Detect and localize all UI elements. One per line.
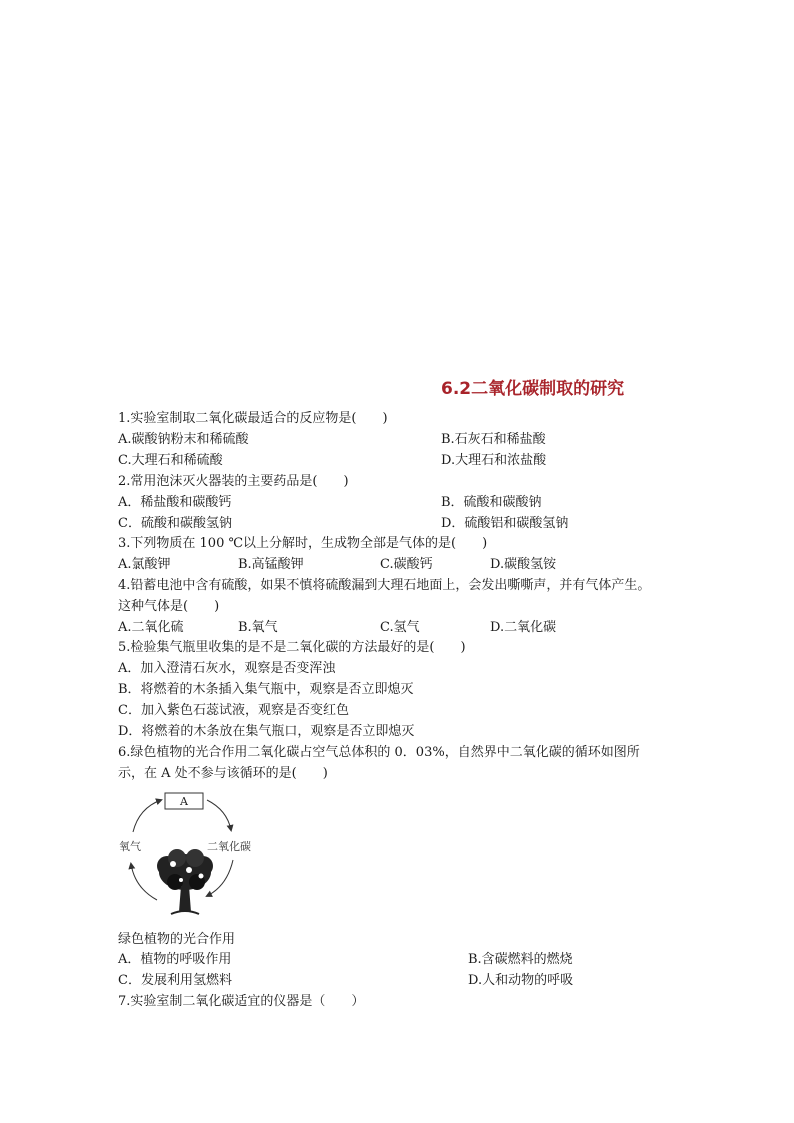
q1-option-d: D.大理石和浓盐酸 [441,453,547,468]
q6-caption: 绿色植物的光合作用 [118,932,236,947]
q1-option-b: B.石灰石和稀盐酸 [441,432,546,447]
tree-icon [157,849,213,914]
q5-option-a: A．加入澄清石灰水，观察是否变浑浊 [118,661,336,676]
q4-stem-cont: 这种气体是( ) [118,599,220,614]
q6-option-a: A．植物的呼吸作用 [118,952,232,967]
q6-stem: 6.绿色植物的光合作用二氧化碳占空气总体积的 0．03%，自然界中二氧化碳的循环如图所 [118,745,640,760]
q3-option-b: B.高锰酸钾 [238,557,304,572]
q2-stem: 2.常用泡沫灭火器装的主要药品是( ) [118,474,349,489]
q4-option-b: B.氧气 [238,620,278,635]
page-title: 6.2二氧化碳制取的研究 [441,379,625,399]
carbon-cycle-diagram [115,788,265,923]
cycle-box-label: A [180,795,188,808]
label-oxygen: 氧气 [119,840,141,853]
q6-stem-cont: 示，在 A 处不参与该循环的是( ) [118,766,328,781]
arrow-a-to-co2 [207,800,231,830]
arrow-o2-to-a [133,800,161,832]
q6-option-c: C．发展利用氢燃料 [118,973,232,988]
q7-stem: 7.实验室制二氧化碳适宜的仪器是（ ） [118,994,365,1009]
q5-option-c: C．加入紫色石蕊试液，观察是否变红色 [118,703,349,718]
q2-option-b: B．硫酸和碳酸钠 [441,495,542,510]
q3-stem: 3.下列物质在 100 ℃以上分解时，生成物全部是气体的是( ) [118,536,488,551]
q1-option-a: A.碳酸钠粉末和稀硫酸 [118,432,249,447]
q6-option-b: B.含碳燃料的燃烧 [468,952,573,967]
q3-option-d: D.碳酸氢铵 [490,557,557,572]
q4-option-c: C.氢气 [380,620,420,635]
q3-option-c: C.碳酸钙 [380,557,433,572]
label-carbon-dioxide: 二氧化碳 [207,840,251,853]
q1-stem: 1.实验室制取二氧化碳最适合的反应物是( ) [118,411,388,426]
q2-option-a: A．稀盐酸和碳酸钙 [118,495,232,510]
arrow-plant-to-o2 [131,864,157,900]
q6-option-d: D.人和动物的呼吸 [468,973,574,988]
q5-stem: 5.检验集气瓶里收集的是不是二氧化碳的方法最好的是( ) [118,640,466,655]
q4-stem: 4.铅蓄电池中含有硫酸，如果不慎将硫酸漏到大理石地面上，会发出嘶嘶声，并有气体产生。 [118,578,651,593]
q2-option-d: D．硫酸铝和碳酸氢钠 [441,516,569,531]
q1-option-c: C.大理石和稀硫酸 [118,453,223,468]
q2-option-c: C．硫酸和碳酸氢钠 [118,516,232,531]
q4-option-d: D.二氧化碳 [490,620,557,635]
q5-option-b: B．将燃着的木条插入集气瓶中，观察是否立即熄灭 [118,682,414,697]
q4-option-a: A.二氧化硫 [118,620,184,635]
q5-option-d: D．将燃着的木条放在集气瓶口，观察是否立即熄灭 [118,724,415,739]
q3-option-a: A.氯酸钾 [118,557,171,572]
